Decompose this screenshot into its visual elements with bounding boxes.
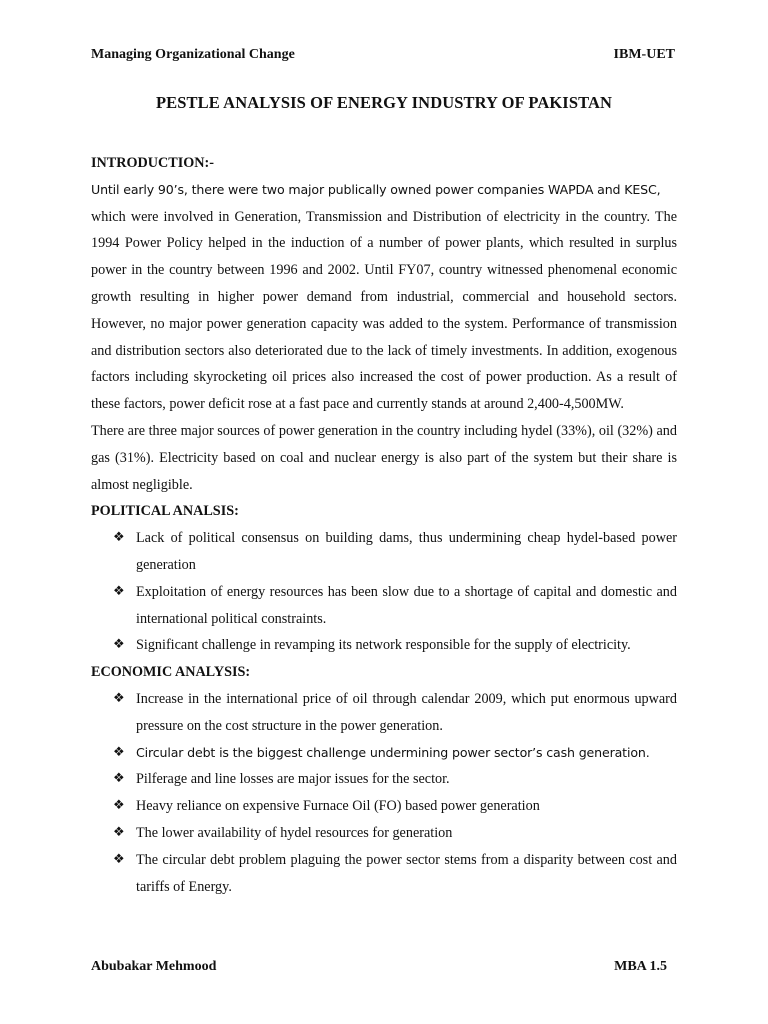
intro-paragraph-2: which were involved in Generation, Transmission and Distribution of electricity in the country. The 1994 Power Policy helped in the induction of a number of power plants, which resulted in surplus power in the country between 1996 and 2002. Until FY07, country witnessed phenomenal economic growth resulting in higher power demand from industrial, commercial and household sectors. However, no major power generation capacity was added to the system. Performance of transmission and distribution sectors also deteriorated due to the lack of timely investments. In addition, exogenous factors including skyrocketing oil prices also increased the cost of power production. As a result of these factors, power deficit rose at a fast pace and currently stands at around 2,400-4,500MW. bbox=[91, 208, 677, 413]
diamond-bullet-icon: ❖ bbox=[113, 530, 125, 546]
political-list bbox=[91, 525, 677, 659]
list-item bbox=[91, 740, 677, 767]
list-item-text: Increase in the international price of oil through calendar 2009, which put enormous upward pressure on the cost structure in the power generation. bbox=[136, 690, 677, 734]
page-header bbox=[91, 47, 675, 63]
footer-program: MBA 1.5 bbox=[614, 959, 667, 974]
economic-heading: ECONOMIC ANALYSIS: bbox=[91, 664, 251, 681]
list-item bbox=[91, 793, 677, 820]
footer-author: Abubakar Mehmood bbox=[91, 959, 217, 974]
intro-paragraph-1: Until early 90’s, there were two major publically owned power companies WAPDA and KESC, bbox=[91, 181, 661, 197]
list-item-text: Significant challenge in revamping its network responsible for the supply of electricity. bbox=[136, 637, 631, 654]
list-item bbox=[91, 820, 677, 847]
list-item-text: Lack of political consensus on building dams, thus undermining cheap hydel-based power generation bbox=[136, 530, 677, 573]
list-item-text: Exploitation of energy resources has been slow due to a shortage of capital and domestic and international political constraints. bbox=[136, 583, 677, 627]
document-body bbox=[91, 150, 677, 900]
list-item bbox=[91, 579, 677, 633]
list-item-text: The circular debt problem plaguing the power sector stems from a disparity between cost and tariffs of Energy. bbox=[136, 851, 677, 895]
list-item-text: Pilferage and line losses are major issues for the sector. bbox=[136, 771, 450, 788]
diamond-bullet-icon: ❖ bbox=[113, 583, 125, 599]
list-item-text: The lower availability of hydel resources for generation bbox=[136, 824, 453, 841]
list-item bbox=[91, 686, 677, 740]
economic-list bbox=[91, 686, 677, 900]
diamond-bullet-icon: ❖ bbox=[113, 851, 125, 867]
page-footer bbox=[91, 959, 667, 975]
diamond-bullet-icon: ❖ bbox=[113, 690, 125, 706]
header-course-title: Managing Organizational Change bbox=[91, 47, 295, 62]
introduction-heading: INTRODUCTION:- bbox=[91, 155, 214, 171]
document-title: PESTLE ANALYSIS OF ENERGY INDUSTRY OF PAKISTAN bbox=[155, 93, 613, 112]
diamond-bullet-icon: ❖ bbox=[113, 771, 125, 787]
header-institution: IBM-UET bbox=[613, 47, 675, 62]
list-item bbox=[91, 847, 677, 901]
list-item-text: Heavy reliance on expensive Furnace Oil (FO) based power generation bbox=[136, 798, 540, 815]
intro-paragraph-3: There are three major sources of power generation in the country including hydel (33%), oil (32%) and gas (31%). Electricity based on coal and nuclear energy is also part of the system but their share is almost negligible. bbox=[91, 422, 677, 493]
list-item bbox=[91, 632, 677, 659]
diamond-bullet-icon: ❖ bbox=[113, 798, 125, 814]
list-item bbox=[91, 525, 677, 579]
list-item bbox=[91, 766, 677, 793]
list-item-text: Circular debt is the biggest challenge undermining power sector’s cash generation. bbox=[136, 744, 650, 760]
diamond-bullet-icon: ❖ bbox=[113, 824, 125, 840]
diamond-bullet-icon: ❖ bbox=[113, 637, 125, 653]
diamond-bullet-icon: ❖ bbox=[113, 744, 125, 760]
political-heading: POLITICAL ANALSIS: bbox=[91, 503, 239, 520]
